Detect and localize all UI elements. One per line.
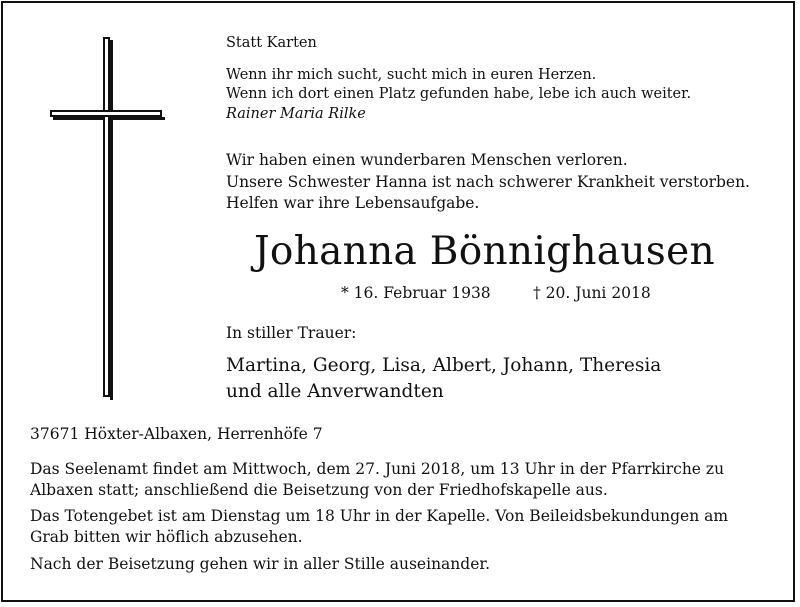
death-date: † 20. Juni 2018 bbox=[533, 284, 651, 302]
prayer-line-2: Grab bitten wir höflich abzusehen. bbox=[30, 528, 303, 546]
quote-line-1: Wenn ihr mich sucht, sucht mich in euren Herzen. bbox=[226, 67, 597, 83]
closing-line: Nach der Beisetzung gehen wir in aller Stille auseinander. bbox=[30, 555, 490, 573]
birth-date: * 16. Februar 1938 bbox=[341, 284, 491, 302]
mourners-relatives: und alle Anverwandten bbox=[226, 381, 444, 402]
address: 37671 Höxter-Albaxen, Herrenhöfe 7 bbox=[30, 425, 323, 443]
quote-line-2: Wenn ich dort einen Platz gefunden habe, lebe ich auch weiter. bbox=[226, 86, 692, 102]
quote-author: Rainer Maria Rilke bbox=[226, 106, 366, 122]
statt-karten: Statt Karten bbox=[226, 35, 317, 51]
message-line-3: Helfen war ihre Lebensaufgabe. bbox=[226, 194, 480, 212]
requiem-line-2: Albaxen statt; anschließend die Beisetzung von der Friedhofskapelle aus. bbox=[30, 481, 608, 499]
message-line-2: Unsere Schwester Hanna ist nach schwerer Krankheit verstorben. bbox=[226, 173, 750, 191]
message-line-1: Wir haben einen wunderbaren Menschen verloren. bbox=[226, 151, 628, 169]
mourning-intro: In stiller Trauer: bbox=[226, 324, 357, 342]
deceased-name: Johanna Bönnighausen bbox=[254, 229, 715, 274]
mourners-names: Martina, Georg, Lisa, Albert, Johann, Theresia bbox=[226, 355, 662, 376]
prayer-line-1: Das Totengebet ist am Dienstag um 18 Uhr in der Kapelle. Von Beileidsbekundungen am bbox=[30, 507, 729, 525]
requiem-line-1: Das Seelenamt findet am Mittwoch, dem 27. Juni 2018, um 13 Uhr in der Pfarrkirche zu bbox=[30, 460, 725, 478]
